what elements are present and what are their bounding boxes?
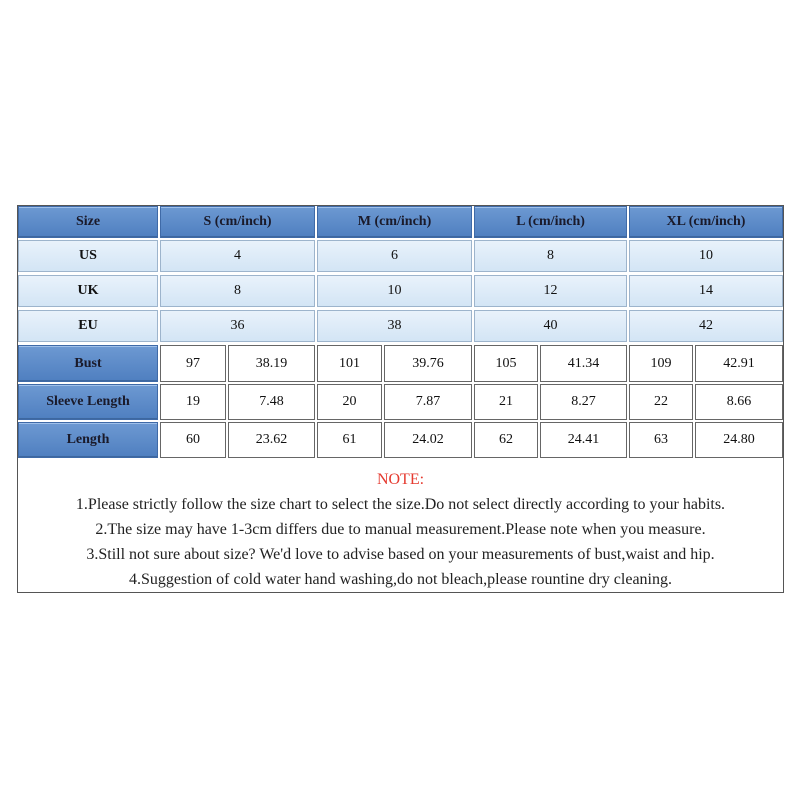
length-m-cm: 61 [317,422,382,458]
sleeve-m-inch: 7.87 [384,384,472,420]
eu-size-l: 40 [474,310,627,342]
sleeve-l-cm: 21 [474,384,538,420]
header-size-label: Size [18,206,158,238]
header-size-m: M (cm/inch) [317,206,472,238]
eu-size-m: 38 [317,310,472,342]
us-size-m: 6 [317,240,472,272]
uk-size-s: 8 [160,275,315,307]
bust-xl-cm: 109 [629,345,693,382]
note-line-2: 2.The size may have 1-3cm differs due to manual measurement.Please note when you measure. [95,521,706,538]
bust-s-cm: 97 [160,345,226,382]
notes-title: NOTE: [376,471,425,488]
length-s-inch: 23.62 [228,422,315,458]
header-size-s: S (cm/inch) [160,206,315,238]
bust-xl-inch: 42.91 [695,345,783,382]
sleeve-xl-inch: 8.66 [695,384,783,420]
length-l-inch: 24.41 [540,422,627,458]
sleeve-s-inch: 7.48 [228,384,315,420]
note-line-4: 4.Suggestion of cold water hand washing,do not bleach,please rountine dry cleaning. [129,571,672,588]
row-label-sleeve-length: Sleeve Length [18,384,158,420]
eu-size-xl: 42 [629,310,783,342]
note-line-3: 3.Still not sure about size? We'd love to advise based on your measurements of bust,waist and hip. [86,546,715,563]
uk-size-l: 12 [474,275,627,307]
length-l-cm: 62 [474,422,538,458]
us-size-s: 4 [160,240,315,272]
length-xl-cm: 63 [629,422,693,458]
row-label-length: Length [18,422,158,458]
length-s-cm: 60 [160,422,226,458]
row-label-eu: EU [18,310,158,342]
sleeve-l-inch: 8.27 [540,384,627,420]
uk-size-m: 10 [317,275,472,307]
bust-s-inch: 38.19 [228,345,315,382]
length-xl-inch: 24.80 [695,422,783,458]
bust-l-inch: 41.34 [540,345,627,382]
row-label-uk: UK [18,275,158,307]
length-m-inch: 24.02 [384,422,472,458]
bust-m-cm: 101 [317,345,382,382]
row-label-bust: Bust [18,345,158,382]
row-label-us: US [18,240,158,272]
header-size-xl: XL (cm/inch) [629,206,783,238]
notes-section [18,461,783,592]
bust-m-inch: 39.76 [384,345,472,382]
us-size-xl: 10 [629,240,783,272]
sleeve-m-cm: 20 [317,384,382,420]
bust-l-cm: 105 [474,345,538,382]
note-line-1: 1.Please strictly follow the size chart to select the size.Do not select directly according to your habits. [75,496,726,513]
sleeve-s-cm: 19 [160,384,226,420]
us-size-l: 8 [474,240,627,272]
uk-size-xl: 14 [629,275,783,307]
header-size-l: L (cm/inch) [474,206,627,238]
eu-size-s: 36 [160,310,315,342]
sleeve-xl-cm: 22 [629,384,693,420]
